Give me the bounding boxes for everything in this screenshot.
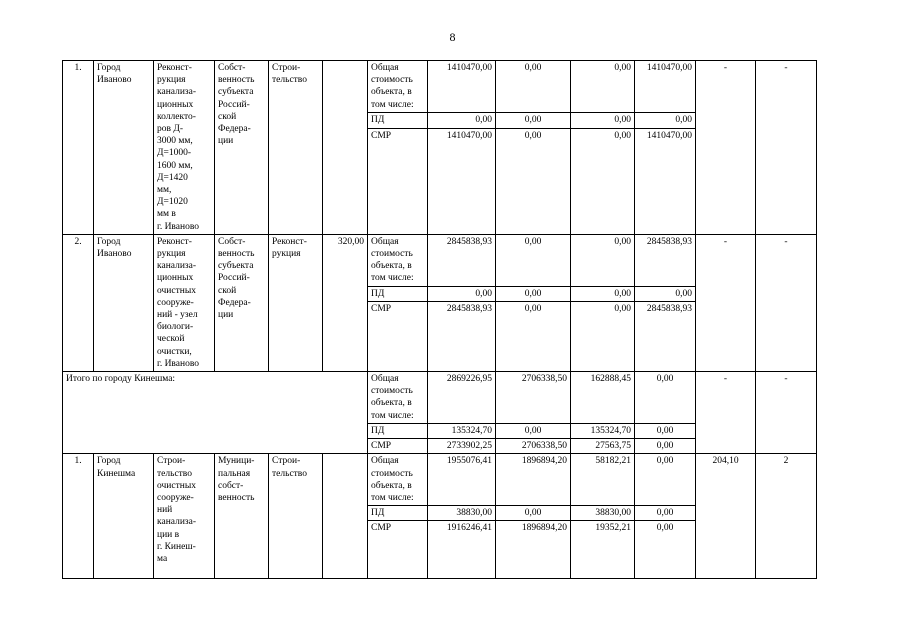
value-cell: 0,00: [635, 506, 696, 521]
value-cell: 162888,45: [571, 372, 635, 424]
cost-label-pd: ПД: [368, 423, 428, 438]
value-cell: 0,00: [635, 286, 696, 301]
value-cell: 0,00: [571, 234, 635, 286]
value-cell: 0,00: [571, 128, 635, 234]
extra-cell: -: [756, 372, 817, 454]
extra-cell: 2: [756, 454, 817, 579]
value-cell: 0,00: [496, 113, 571, 128]
value-cell: 2706338,50: [496, 439, 571, 454]
investment-table: [62, 60, 817, 579]
capacity-cell: [323, 61, 368, 235]
capacity-cell: 320,00: [323, 234, 368, 371]
value-cell: 1410470,00: [635, 128, 696, 234]
cost-label-smr: СМР: [368, 128, 428, 234]
table-row: [63, 61, 817, 113]
table-row: [63, 372, 817, 424]
cost-label-smr: СМР: [368, 302, 428, 372]
object-cell: Строи- тельство очистных сооруже- ний канализа- ции в г. Кинеш- ма: [154, 454, 215, 579]
table-row: [63, 454, 817, 506]
cost-label-smr: СМР: [368, 439, 428, 454]
row-number: 1.: [63, 454, 94, 579]
cost-label-total: Общая стоимость объекта, в том числе:: [368, 454, 428, 506]
extra-cell: -: [756, 61, 817, 235]
value-cell: 1410470,00: [635, 61, 696, 113]
value-cell: 135324,70: [571, 423, 635, 438]
value-cell: 0,00: [496, 234, 571, 286]
value-cell: 0,00: [496, 128, 571, 234]
cost-label-smr: СМР: [368, 521, 428, 579]
value-cell: 0,00: [428, 113, 496, 128]
value-cell: 1896894,20: [496, 454, 571, 506]
row-number: 1.: [63, 61, 94, 235]
value-cell: 0,00: [635, 423, 696, 438]
city-cell: Город Иваново: [94, 61, 154, 235]
value-cell: 1410470,00: [428, 128, 496, 234]
object-cell: Реконст- рукция канализа- ционных коллекто- ров Д- 3000 мм, Д=1000- 1600 мм, Д=1420 мм, Д=1020 мм в г. Иваново: [154, 61, 215, 235]
value-cell: 2845838,93: [635, 302, 696, 372]
value-cell: 0,00: [496, 506, 571, 521]
value-cell: 0,00: [571, 302, 635, 372]
cost-label-pd: ПД: [368, 113, 428, 128]
object-cell: Реконст- рукция канализа- ционных очистных сооруже- ний - узел биологи- ческой очистки, г. Иваново: [154, 234, 215, 371]
value-cell: 19352,21: [571, 521, 635, 579]
ownership-cell: Муници- пальная собст- венность: [215, 454, 269, 579]
value-cell: 0,00: [428, 286, 496, 301]
cost-label-total: Общая стоимость объекта, в том числе:: [368, 61, 428, 113]
extra-cell: 204,10: [696, 454, 756, 579]
value-cell: 27563,75: [571, 439, 635, 454]
cost-label-total: Общая стоимость объекта, в том числе:: [368, 372, 428, 424]
row-number: 2.: [63, 234, 94, 371]
value-cell: 58182,21: [571, 454, 635, 506]
value-cell: 0,00: [635, 113, 696, 128]
work-type-cell: Строи- тельство: [269, 454, 323, 579]
cost-label-total: Общая стоимость объекта, в том числе:: [368, 234, 428, 286]
value-cell: 0,00: [571, 113, 635, 128]
value-cell: 0,00: [635, 521, 696, 579]
value-cell: 0,00: [496, 302, 571, 372]
value-cell: 2706338,50: [496, 372, 571, 424]
value-cell: 0,00: [496, 423, 571, 438]
value-cell: 135324,70: [428, 423, 496, 438]
city-cell: Город Кинешма: [94, 454, 154, 579]
capacity-cell: [323, 454, 368, 579]
table-row: [63, 234, 817, 286]
value-cell: 0,00: [635, 439, 696, 454]
ownership-cell: Собст- венность субъекта Россий- ской Федера- ции: [215, 61, 269, 235]
value-cell: 2845838,93: [428, 302, 496, 372]
subtotal-label: Итого по городу Кинешма:: [63, 372, 368, 454]
extra-cell: -: [696, 234, 756, 371]
work-type-cell: Реконст- рукция: [269, 234, 323, 371]
value-cell: 2869226,95: [428, 372, 496, 424]
value-cell: 1955076,41: [428, 454, 496, 506]
value-cell: 0,00: [496, 286, 571, 301]
value-cell: 0,00: [496, 61, 571, 113]
extra-cell: -: [696, 372, 756, 454]
value-cell: 0,00: [571, 61, 635, 113]
value-cell: 1916246,41: [428, 521, 496, 579]
value-cell: 0,00: [635, 454, 696, 506]
value-cell: 1410470,00: [428, 61, 496, 113]
extra-cell: -: [696, 61, 756, 235]
cost-label-pd: ПД: [368, 506, 428, 521]
work-type-cell: Строи- тельство: [269, 61, 323, 235]
value-cell: 2845838,93: [635, 234, 696, 286]
city-cell: Город Иваново: [94, 234, 154, 371]
value-cell: 0,00: [635, 372, 696, 424]
value-cell: 2845838,93: [428, 234, 496, 286]
value-cell: 38830,00: [571, 506, 635, 521]
extra-cell: -: [756, 234, 817, 371]
value-cell: 2733902,25: [428, 439, 496, 454]
cost-label-pd: ПД: [368, 286, 428, 301]
value-cell: 1896894,20: [496, 521, 571, 579]
value-cell: 38830,00: [428, 506, 496, 521]
value-cell: 0,00: [571, 286, 635, 301]
page-number: 8: [449, 30, 456, 44]
ownership-cell: Собст- венность субъекта Россий- ской Федера- ции: [215, 234, 269, 371]
